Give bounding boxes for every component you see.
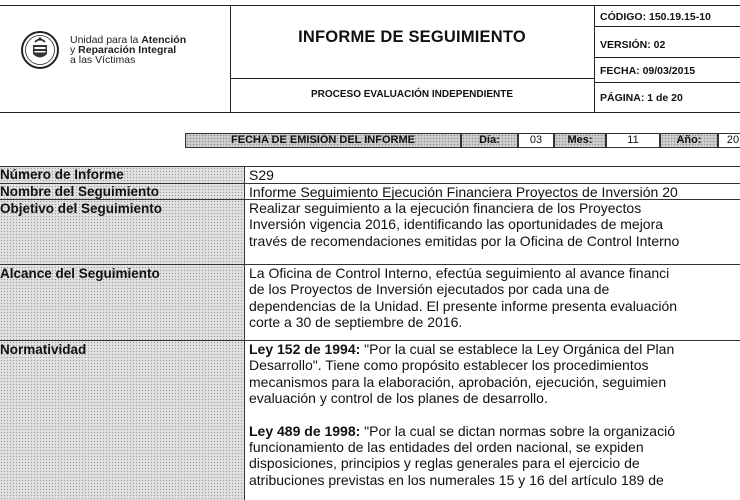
document-version: VERSIÓN: 02 bbox=[600, 39, 666, 51]
label-normatividad: Normatividad bbox=[0, 342, 87, 357]
month-label: Mes: bbox=[554, 133, 606, 148]
logo-wordmark bbox=[70, 35, 186, 65]
ley-489-title: Ley 489 de 1998: bbox=[249, 422, 361, 439]
paragraph-gap bbox=[249, 407, 740, 423]
ley-489-line-2: funcionamiento de las entidades del orden nacional, se expiden bbox=[249, 439, 644, 456]
label-nombre-seguimiento: Nombre del Seguimiento bbox=[0, 184, 160, 199]
header-divider-right bbox=[594, 5, 595, 113]
value-normatividad bbox=[249, 341, 740, 488]
document-header bbox=[0, 0, 740, 113]
header-title-separator bbox=[230, 78, 594, 79]
value-alcance-seguimiento bbox=[249, 265, 740, 331]
document-title: INFORME DE SEGUIMIENTO bbox=[298, 28, 526, 46]
document-code: CÓDIGO: 150.19.15-10 bbox=[600, 11, 711, 23]
value-numero-informe: S29 bbox=[249, 167, 274, 183]
logo-line3: a las Víctimas bbox=[70, 54, 136, 66]
ley-152-paragraph bbox=[249, 341, 740, 407]
objetivo-line-1: Realizar seguimiento a la ejecución financiera de los Proyectos bbox=[249, 200, 642, 216]
alcance-line-4: corte a 30 de septiembre de 2016. bbox=[249, 314, 463, 331]
header-divider-left bbox=[230, 5, 231, 113]
objetivo-line-2: Inversión vigencia 2016, identificando las oportunidades de mejora bbox=[249, 216, 664, 233]
alcance-line-2: de los Proyectos de Inversión ejecutados por cada una de bbox=[249, 281, 610, 298]
header-bottom-border bbox=[0, 112, 740, 113]
label-objetivo-seguimiento: Objetivo del Seguimiento bbox=[0, 201, 163, 216]
meta-separator-3 bbox=[594, 82, 740, 83]
document-date: FECHA: 09/03/2015 bbox=[600, 65, 696, 77]
ley-152-title: Ley 152 de 1994: bbox=[249, 341, 361, 357]
day-value: 03 bbox=[518, 133, 554, 148]
month-value: 11 bbox=[606, 133, 660, 148]
emission-date-label: FECHA DE EMISIÓN DEL INFORME bbox=[185, 133, 461, 148]
process-name: PROCESO EVALUACIÓN INDEPENDIENTE bbox=[310, 89, 514, 100]
year-value: 20 bbox=[718, 133, 740, 148]
alcance-line-1: La Oficina de Control Interno, efectúa seguimiento al avance financi bbox=[249, 265, 670, 281]
meta-separator-1 bbox=[594, 26, 740, 27]
logo-line1-bold: Atención bbox=[141, 34, 187, 46]
logo-line1: Unidad para la bbox=[70, 34, 142, 46]
ley-152-line-4: evaluación y control de los planes de desarrollo. bbox=[249, 390, 548, 407]
label-alcance-seguimiento: Alcance del Seguimiento bbox=[0, 266, 160, 281]
objetivo-line-3: través de recomendaciones emitidas por la Oficina de Control Interno bbox=[249, 232, 680, 249]
column-divider bbox=[244, 166, 245, 500]
label-numero-informe: Número de Informe bbox=[0, 167, 124, 182]
coat-of-arms-icon bbox=[20, 30, 60, 70]
ley-489-line-4: atribuciones previstas en los numerales 15 y 16 del artículo 189 de bbox=[249, 471, 664, 488]
ley-489-paragraph bbox=[249, 423, 740, 489]
page-number: PÁGINA: 1 de 20 bbox=[600, 92, 683, 104]
ley-152-first-line: "Por la cual se establece la Ley Orgánica del Plan bbox=[360, 341, 675, 357]
meta-separator-2 bbox=[594, 57, 740, 58]
ley-152-line-2: Desarrollo". Tiene como propósito establecer los procedimientos bbox=[249, 357, 649, 374]
ley-489-line-3: disposiciones, principios y reglas generales para el ejercicio de bbox=[249, 455, 640, 472]
unidad-victimas-logo bbox=[20, 30, 220, 70]
ley-489-first-line: "Por la cual se dictan normas sobre la organizació bbox=[360, 422, 675, 439]
day-label: Día: bbox=[461, 133, 518, 148]
ley-152-line-3: mecanismos para la elaboración, aprobación, ejecución, seguimien bbox=[249, 373, 667, 390]
value-objetivo-seguimiento bbox=[249, 200, 740, 249]
year-label: Año: bbox=[660, 133, 718, 148]
alcance-line-3: dependencias de la Unidad. El presente informe presenta evaluación bbox=[249, 297, 678, 314]
logo-line2: y bbox=[70, 44, 79, 56]
value-nombre-seguimiento: Informe Seguimiento Ejecución Financiera Proyectos de Inversión 20 bbox=[249, 184, 678, 200]
header-top-border bbox=[0, 5, 740, 6]
logo-line2-bold: Reparación Integral bbox=[78, 44, 177, 56]
